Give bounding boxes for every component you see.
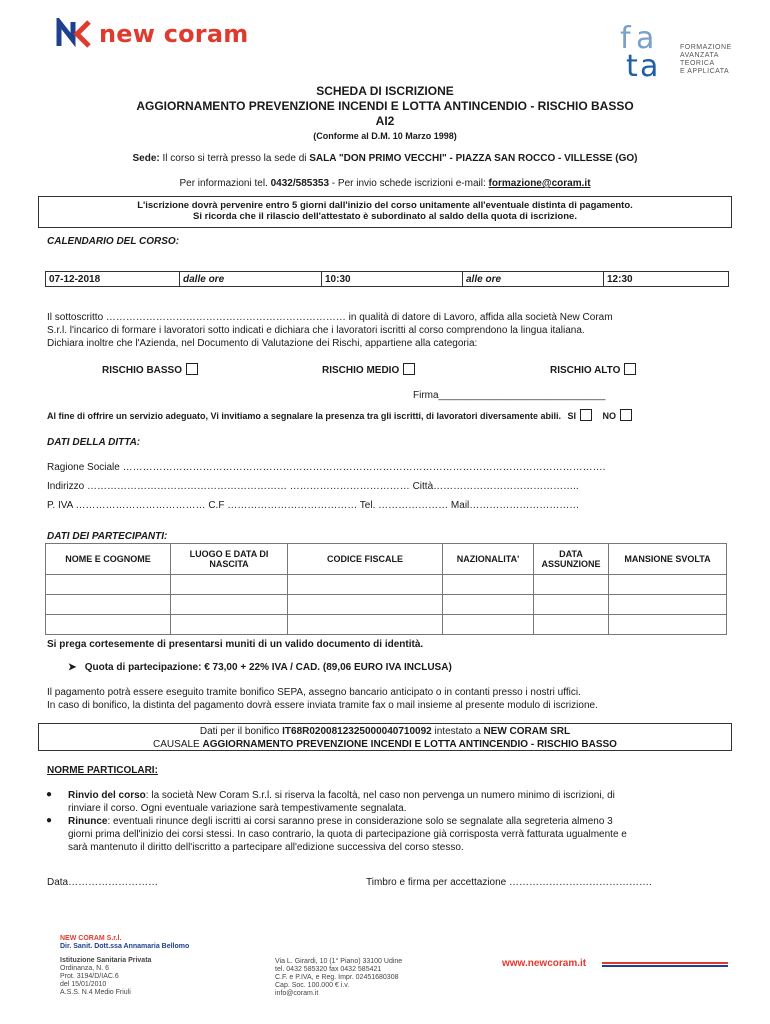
to-time: 12:30 [604, 272, 729, 287]
date-field[interactable]: Data……………………… [47, 877, 159, 888]
svg-text:a: a [636, 21, 655, 56]
svg-text:f: f [620, 21, 631, 56]
bullet-icon: ● [46, 815, 53, 826]
signature-line[interactable]: Firma______________________________ [413, 390, 606, 401]
fee-line: ➤ Quota di partecipazione: € 73,00 + 22% IVA / CAD. (89,06 EURO IVA INCLUSA) [68, 662, 452, 673]
website-link[interactable]: www.newcoram.it [502, 958, 587, 969]
conformity-note: (Conforme al D.M. 10 Marzo 1998) [313, 131, 457, 141]
participants-table [45, 543, 727, 635]
norm-postponement: Rinvio del corso: la società New Coram S.r.l. si riserva la facoltà, nel caso non pervenga un numero minimo di iscrizioni, di rinviare il corso. Ogni eventuale variazione sarà tempestivamente segnalata. [68, 790, 615, 814]
table-row[interactable] [46, 575, 727, 595]
participants-header-row: NOME E COGNOME LUOGO E DATA DI NASCITA CODICE FISCALE NAZIONALITA' DATA ASSUNZIONE MANSIONE SVOLTA [46, 544, 727, 575]
footer-address: Via L. Girardi, 10 (1° Piano) 33100 Udine tel. 0432 585320 fax 0432 585421 C.F. e P.IVA, e Reg. Impr. 02451680308 Cap. Soc. 100.000 € i.v. info@coram.it [275, 958, 403, 997]
bullet-icon: ● [46, 789, 53, 800]
to-label: alle ore [463, 272, 604, 287]
declaration: Il sottoscritto ……………………………………………………………… in qualità di datore di Lavoro, affida alla società New Coram S.r.l. l'incarico di formare i lavoratori sotto indicati e dichiara che i lavoratori iscritti al corso comprendono la lingua italiana. Dichiara inoltre che l'Azienda, nel Documento di Valutazione dei Rischi, appartiene alla categoria: [47, 312, 613, 349]
arrow-bullet-icon: ➤ [68, 662, 77, 673]
fata-logo [618, 18, 733, 86]
svg-text:t: t [626, 49, 638, 80]
new-coram-logo [55, 18, 248, 50]
logo-text: new coram [99, 20, 249, 48]
contact-line: Per informazioni tel. 0432/585353 - Per invio schede iscrizioni e-mail: formazione@coram.it [179, 178, 591, 189]
footer-stripes [602, 962, 728, 967]
vat-field[interactable]: P. IVA ………………………………… C.F ………………………………… Tel. ………………… Mail…………………………… [47, 500, 580, 511]
id-document-note: Si prega cortesemente di presentarsi muniti di un valido documento di identità. [47, 639, 424, 650]
company-name-field[interactable]: Ragione Sociale ………………………………………………………………………………………………………………………………. [47, 462, 606, 473]
new-coram-logo-mark-icon [55, 18, 91, 50]
payment-info: Il pagamento potrà essere eseguito tramite bonifico SEPA, assegno bancario anticipato o in contanti presso i nostri uffici. In caso di bonifico, la distinta del pagamento dovrà essere inviata tramite fax o mail insieme al presente modulo di iscrizione. [47, 687, 598, 711]
risk-alto[interactable]: RISCHIO ALTO [550, 363, 636, 377]
disabled-workers-question: Al fine di offrire un servizio adeguato, Vi invitiamo a segnalare la presenza tra gli iscritti, di lavoratori diversamente abili. SI NO [47, 409, 632, 421]
svg-text:a: a [640, 49, 659, 80]
bank-details: Dati per il bonifico IT68R0200812325000040710092 intestato a NEW CORAM SRL CAUSALE AGGIORNAMENTO PREVENZIONE INCENDI E LOTTA ANTINCENDIO - RISCHIO BASSO [38, 723, 732, 751]
venue-line: Sede: Il corso si terrà presso la sede di SALA "DON PRIMO VECCHI" - PIAZZA SAN ROCCO - VILLESSE (GO) [132, 153, 638, 164]
calendar-table [45, 271, 729, 287]
risk-alto-checkbox[interactable] [624, 363, 636, 375]
course-title: AGGIORNAMENTO PREVENZIONE INCENDI E LOTTA ANTINCENDIO - RISCHIO BASSO [136, 99, 634, 113]
risk-basso[interactable]: RISCHIO BASSO [102, 363, 198, 377]
stamp-signature-field[interactable]: Timbro e firma per accettazione ……………………………………. [366, 877, 652, 888]
risk-medio-checkbox[interactable] [403, 363, 415, 375]
risk-medio[interactable]: RISCHIO MEDIO [322, 363, 415, 377]
norm-withdrawal: Rinunce: eventuali rinunce degli iscritti ai corsi saranno prese in considerazione solo se segnalate alla segreteria almeno 3 giorni prima dell'inizio dei corsi stessi. In caso contrario, la quota di partecipazione già corrisposta verrà fatturata ugualmente e sarà mantenuto il diritto dell'iscritto a partecipare all'edizione successiva del corso stesso. [68, 816, 627, 853]
from-time: 10:30 [322, 272, 463, 287]
footer-company: NEW CORAM S.r.l. Dir. Sanit. Dott.ssa Annamaria Bellomo Istituzione Sanitaria Privata Ordinanza, N. 6 Prot. 3194/D/IAC.6 del 15/01/2010 A.S.S. N.4 Medio Friuli [60, 935, 190, 996]
deadline-notice: L'iscrizione dovrà pervenire entro 5 giorni dall'inizio del corso unitamente all'eventuale distinta di pagamento. Si ricorda che il rilascio dell'attestato è subordinato al saldo della quota di iscrizione. [38, 196, 732, 228]
company-heading: DATI DELLA DITTA: [47, 437, 141, 448]
no-checkbox[interactable] [620, 409, 632, 421]
form-title: SCHEDA DI ISCRIZIONE [316, 84, 454, 98]
fata-mark-icon [618, 18, 680, 80]
from-label: dalle ore [180, 272, 322, 287]
participants-heading: DATI DEI PARTECIPANTI: [47, 531, 168, 542]
norms-heading: NORME PARTICOLARI: [47, 765, 158, 776]
email-link[interactable]: formazione@coram.it [488, 178, 591, 189]
table-row[interactable] [46, 595, 727, 615]
course-date: 07-12-2018 [46, 272, 180, 287]
risk-basso-checkbox[interactable] [186, 363, 198, 375]
fata-tagline: FORMAZIONE AVANZATA TEORICA E APPLICATA [680, 44, 732, 75]
calendar-heading: CALENDARIO DEL CORSO: [47, 236, 180, 247]
table-row[interactable] [46, 615, 727, 635]
course-code: AI2 [375, 114, 395, 128]
address-field[interactable]: Indirizzo …………………………………………………… ……………………………… Città…………………………………….. [47, 481, 579, 492]
si-checkbox[interactable] [580, 409, 592, 421]
